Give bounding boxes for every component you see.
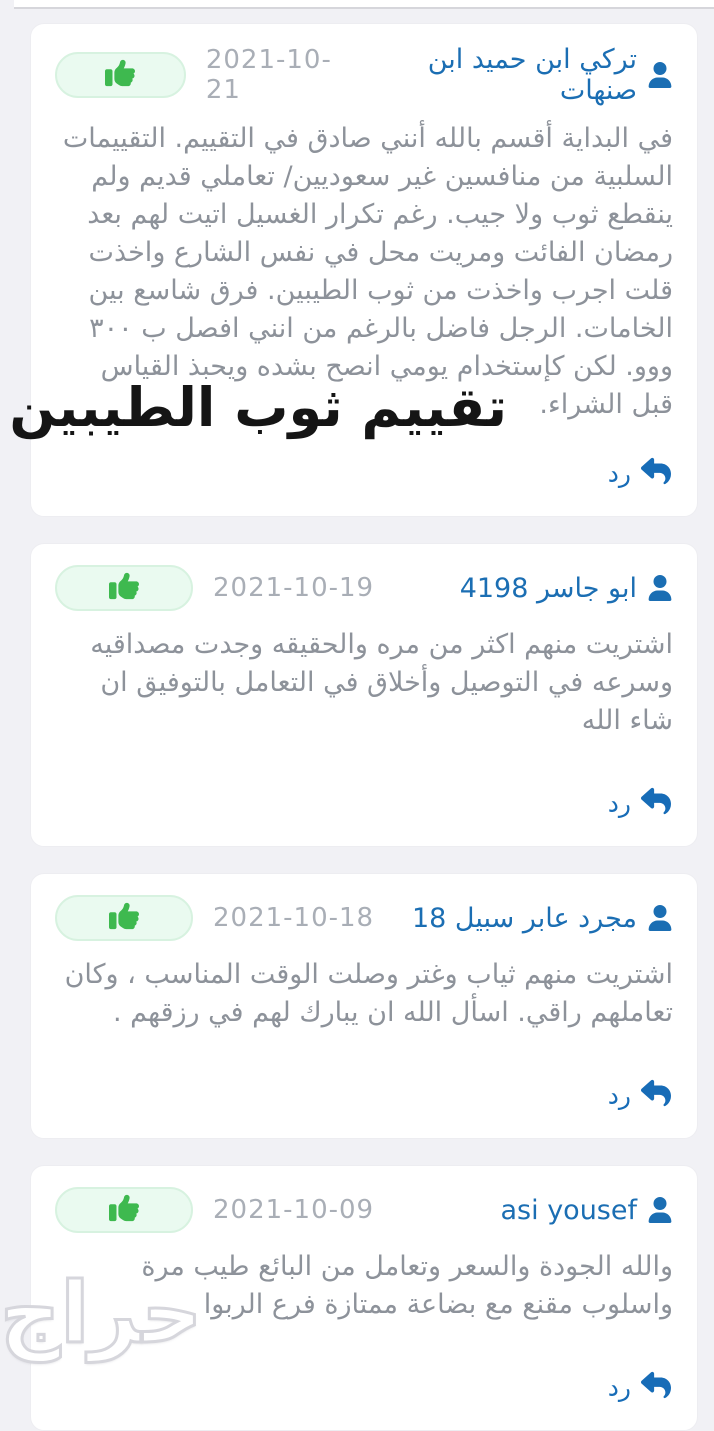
- review-header: [55, 894, 673, 942]
- haraj-watermark-logo: حراج: [0, 1264, 203, 1362]
- review-card: [30, 1165, 698, 1431]
- reply-button[interactable]: [608, 456, 673, 490]
- reply-label: رد: [607, 458, 631, 488]
- review-header: [55, 564, 673, 612]
- overlay-caption: تقييم ثوب الطيبين: [9, 376, 507, 439]
- reply-row: [55, 786, 673, 820]
- review-date: 2021-10-19: [213, 573, 375, 603]
- reply-arrow-icon: [641, 1370, 671, 1404]
- reply-label: رد: [607, 788, 631, 818]
- user-icon: [647, 62, 673, 88]
- username: asi yousef: [500, 1194, 637, 1226]
- review-text: في البداية أقسم بالله أنني صادق في التقييم. التقييمات السلبية من منافسين غير سعوديين/ تعاملي قديم ولم ينقطع ثوب ولا جيب. رغم تكرار الغسيل اتيت لهم بعد رمضان الفائت ومريت محل في نفس الشارع واخذت قلت اجرب واخذت من ثوب الطيبين. فرق شاسع بين الخامات. الرجل فاضل بالرغم من انني افصل ب ٣٠٠ ووو. لكن كإستخدام يومي انصح بشده ويحبذ القياس قبل الشراء.: [62, 123, 673, 420]
- top-divider: [14, 0, 714, 9]
- reviews-list: [9, 9, 714, 1431]
- rating-badge[interactable]: [55, 1187, 193, 1233]
- username: ابو جاسر 4198: [459, 572, 637, 604]
- thumbs-up-icon: [109, 1193, 139, 1227]
- reply-label: رد: [607, 1372, 631, 1402]
- review-author[interactable]: [412, 903, 673, 934]
- thumbs-up-icon: [109, 571, 139, 605]
- reply-row: [55, 456, 673, 490]
- user-icon: [647, 1197, 673, 1223]
- reply-button[interactable]: [608, 1370, 673, 1404]
- review-card: [30, 543, 698, 847]
- review-meta: [55, 565, 374, 611]
- review-card: [9, 23, 698, 517]
- reply-row: [55, 1078, 673, 1112]
- review-author[interactable]: [501, 1195, 674, 1226]
- username: تركي ابن حميد ابن صنهات: [427, 44, 637, 106]
- user-icon: [647, 905, 673, 931]
- reply-arrow-icon: [641, 456, 671, 490]
- review-author[interactable]: [460, 573, 673, 604]
- review-meta: [55, 1187, 374, 1233]
- review-date: 2021-10-21: [205, 45, 332, 105]
- rating-badge[interactable]: [55, 565, 193, 611]
- review-meta: [55, 895, 374, 941]
- username: مجرد عابر سبيل 18: [411, 902, 637, 934]
- reply-button[interactable]: [608, 1078, 673, 1112]
- reply-label: رد: [607, 1080, 631, 1110]
- reply-button[interactable]: [608, 786, 673, 820]
- reply-arrow-icon: [641, 1078, 671, 1112]
- review-meta: [55, 45, 358, 105]
- reply-arrow-icon: [641, 786, 671, 820]
- rating-badge[interactable]: [55, 52, 186, 98]
- review-header: [55, 1186, 673, 1234]
- thumbs-up-icon: [105, 58, 135, 92]
- review-text: اشتريت منهم اكثر من مره والحقيقه وجدت مصداقيه وسرعه في التوصيل وأخلاق في التعامل بالتوفيق ان شاء الله: [90, 629, 673, 736]
- review-date: 2021-10-09: [213, 1195, 375, 1225]
- review-author[interactable]: [358, 44, 673, 106]
- review-text: والله الجودة والسعر وتعامل من البائع طيب مرة واسلوب مقنع مع بضاعة ممتازة فرع الربوا: [141, 1251, 673, 1320]
- review-date: 2021-10-18: [213, 903, 375, 933]
- review-card: [30, 873, 698, 1139]
- user-icon: [647, 575, 673, 601]
- review-text: اشتريت منهم ثياب وغتر وصلت الوقت المناسب ، وكان تعاملهم راقي. اسأل الله ان يبارك لهم في رزقهم .: [64, 959, 673, 1028]
- rating-badge[interactable]: [55, 895, 193, 941]
- reply-row: [55, 1370, 673, 1404]
- review-header: [55, 44, 673, 106]
- thumbs-up-icon: [109, 901, 139, 935]
